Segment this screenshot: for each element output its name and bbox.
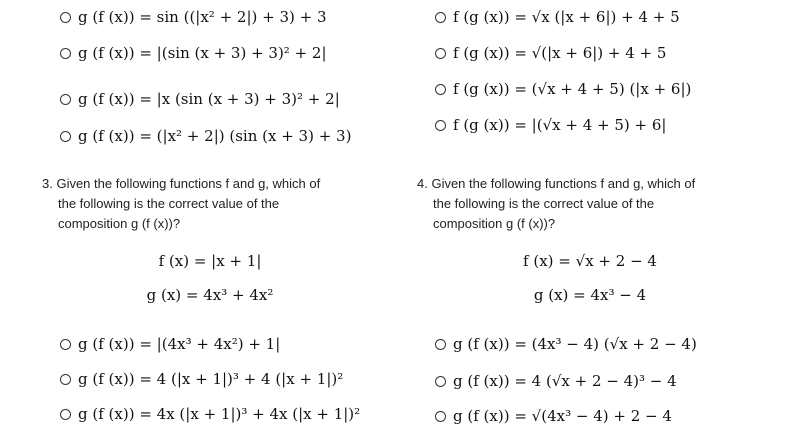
radio-button[interactable] — [435, 48, 446, 59]
option-text: g (f (x)) = 4 (√x + 2 − 4)³ − 4 — [453, 372, 677, 390]
question-4-prompt — [417, 174, 767, 234]
answer-option[interactable] — [60, 8, 327, 26]
function-g-definition: g (x) = 4x³ + 4x² — [146, 286, 274, 304]
option-text: g (f (x)) = |x (sin (x + 3) + 3)² + 2| — [78, 90, 340, 108]
radio-button[interactable] — [60, 339, 71, 350]
radio-button[interactable] — [60, 94, 71, 105]
option-text: g (f (x)) = sin ((|x² + 2|) + 3) + 3 — [78, 8, 327, 26]
answer-option[interactable] — [60, 127, 351, 145]
option-text: f (g (x)) = |(√x + 4 + 5) + 6| — [453, 116, 667, 134]
radio-button[interactable] — [435, 411, 446, 422]
question-text: 3. Given the following functions f and g, which of — [42, 176, 321, 191]
option-text: g (f (x)) = (|x² + 2|) (sin (x + 3) + 3) — [78, 127, 352, 145]
answer-option[interactable] — [435, 407, 672, 425]
option-text: g (f (x)) = 4 (|x + 1|)³ + 4 (|x + 1|)² — [78, 370, 344, 388]
answer-option[interactable] — [60, 44, 327, 62]
answer-option[interactable] — [60, 335, 280, 353]
option-text: f (g (x)) = √x (|x + 6|) + 4 + 5 — [453, 8, 680, 26]
radio-button[interactable] — [435, 376, 446, 387]
answer-option[interactable] — [60, 370, 343, 388]
radio-button[interactable] — [435, 12, 446, 23]
answer-option[interactable] — [60, 405, 360, 423]
option-text: g (f (x)) = 4x (|x + 1|)³ + 4x (|x + 1|)² — [78, 405, 361, 423]
option-text: g (f (x)) = √(4x³ − 4) + 2 − 4 — [453, 407, 672, 425]
answer-option[interactable] — [435, 372, 677, 390]
option-text: g (f (x)) = |(sin (x + 3) + 3)² + 2| — [78, 44, 327, 62]
answer-option[interactable] — [435, 335, 697, 353]
answer-option[interactable] — [435, 44, 666, 62]
answer-option[interactable] — [435, 116, 666, 134]
answer-option[interactable] — [435, 8, 680, 26]
question-text: the following is the correct value of the — [58, 196, 280, 211]
radio-button[interactable] — [435, 339, 446, 350]
question-text: the following is the correct value of the — [433, 196, 655, 211]
option-text: g (f (x)) = (4x³ − 4) (√x + 2 − 4) — [453, 335, 697, 353]
question-3-prompt — [42, 174, 392, 234]
option-text: f (g (x)) = (√x + 4 + 5) (|x + 6|) — [453, 80, 692, 98]
radio-button[interactable] — [60, 12, 71, 23]
question-text: composition g (f (x))? — [58, 216, 181, 231]
question-text: composition g (f (x))? — [433, 216, 556, 231]
option-text: f (g (x)) = √(|x + 6|) + 4 + 5 — [453, 44, 667, 62]
radio-button[interactable] — [435, 84, 446, 95]
function-f-definition: f (x) = |x + 1| — [158, 252, 262, 270]
question-text: 4. Given the following functions f and g, which of — [417, 176, 696, 191]
radio-button[interactable] — [60, 374, 71, 385]
radio-button[interactable] — [60, 409, 71, 420]
option-text: g (f (x)) = |(4x³ + 4x²) + 1| — [78, 335, 281, 353]
radio-button[interactable] — [60, 48, 71, 59]
answer-option[interactable] — [435, 80, 691, 98]
answer-option[interactable] — [60, 90, 340, 108]
function-f-definition: f (x) = √x + 2 − 4 — [523, 252, 657, 270]
radio-button[interactable] — [60, 131, 71, 142]
radio-button[interactable] — [435, 120, 446, 131]
function-g-definition: g (x) = 4x³ − 4 — [533, 286, 647, 304]
